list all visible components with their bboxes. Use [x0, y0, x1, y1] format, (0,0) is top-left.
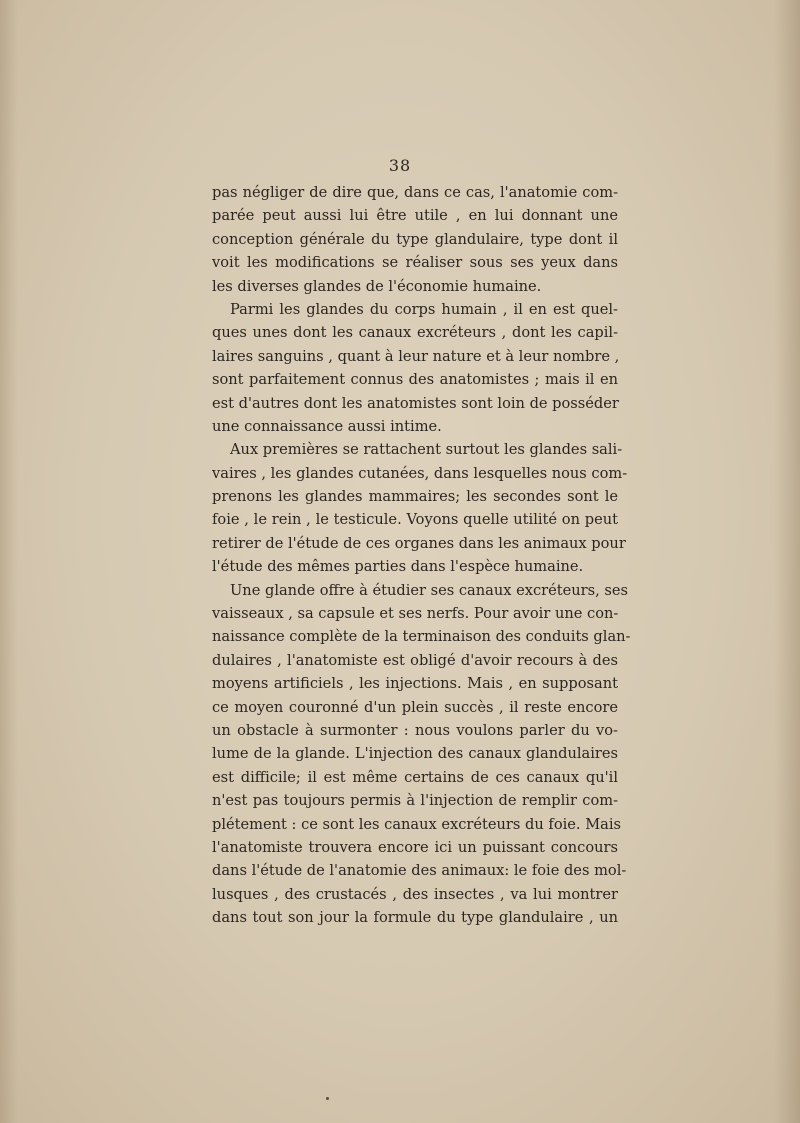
- text-line: laires sanguins , quant à leur nature et à leur nombre ,: [212, 347, 620, 365]
- text-line: moyens artificiels , les injections. Mais , en supposant: [212, 675, 618, 693]
- body-text: [212, 181, 631, 930]
- text-line: vaisseaux , sa capsule et ses nerfs. Pour avoir une con-: [212, 605, 619, 623]
- text-line: une connaissance aussi intime.: [212, 417, 442, 435]
- text-line: lume de la glande. L'injection des canaux glandulaires: [212, 745, 618, 763]
- text-line: un obstacle à surmonter : nous voulons parler du vo-: [212, 721, 618, 739]
- text-line: les diverses glandes de l'économie humaine.: [212, 277, 542, 295]
- text-line: voit les modifications se réaliser sous ses yeux dans: [212, 254, 618, 272]
- paper-speck: [326, 1097, 329, 1100]
- text-line: Aux premières se rattachent surtout les glandes sali-: [230, 441, 623, 459]
- text-line: retirer de l'étude de ces organes dans les animaux pour: [212, 534, 626, 552]
- text-line: prenons les glandes mammaires; les secondes sont le: [212, 488, 618, 506]
- page-number: 38: [388, 156, 412, 175]
- text-line: sont parfaitement connus des anatomistes ; mais il en: [212, 371, 618, 389]
- text-line: Parmi les glandes du corps humain , il en est quel-: [230, 300, 618, 318]
- text-line: Une glande offre à étudier ses canaux excréteurs, ses: [230, 581, 629, 599]
- text-line: parée peut aussi lui être utile , en lui donnant une: [212, 207, 618, 225]
- text-line: dans l'étude de l'anatomie des animaux: le foie des mol-: [212, 862, 627, 880]
- text-line: ques unes dont les canaux excréteurs , dont les capil-: [212, 324, 618, 342]
- text-line: plétement : ce sont les canaux excréteurs du foie. Mais: [212, 815, 621, 833]
- text-line: pas négliger de dire que, dans ce cas, l'anatomie com-: [212, 184, 618, 201]
- text-line: est d'autres dont les anatomistes sont loin de posséder: [212, 394, 619, 412]
- text-line: l'étude des mêmes parties dans l'espèce humaine.: [212, 558, 584, 576]
- text-line: lusques , des crustacés , des insectes , va lui montrer: [212, 885, 618, 903]
- text-line: dans tout son jour la formule du type glandulaire , un: [212, 909, 618, 927]
- text-line: dulaires , l'anatomiste est obligé d'avoir recours à des: [212, 651, 618, 669]
- text-line: ce moyen couronné d'un plein succès , il reste encore: [212, 698, 618, 716]
- text-line: conception générale du type glandulaire, type dont il: [212, 230, 618, 248]
- text-line: n'est pas toujours permis à l'injection de remplir com-: [212, 792, 618, 810]
- text-line: vaires , les glandes cutanées, dans lesquelles nous com-: [212, 464, 628, 482]
- text-line: naissance complète de la terminaison des conduits glan-: [212, 628, 631, 646]
- text-line: l'anatomiste trouvera encore ici un puissant concours: [212, 838, 618, 856]
- text-line: foie , le rein , le testicule. Voyons quelle utilité on peut: [212, 511, 618, 529]
- text-line: est difficile; il est même certains de ces canaux qu'il: [212, 768, 618, 786]
